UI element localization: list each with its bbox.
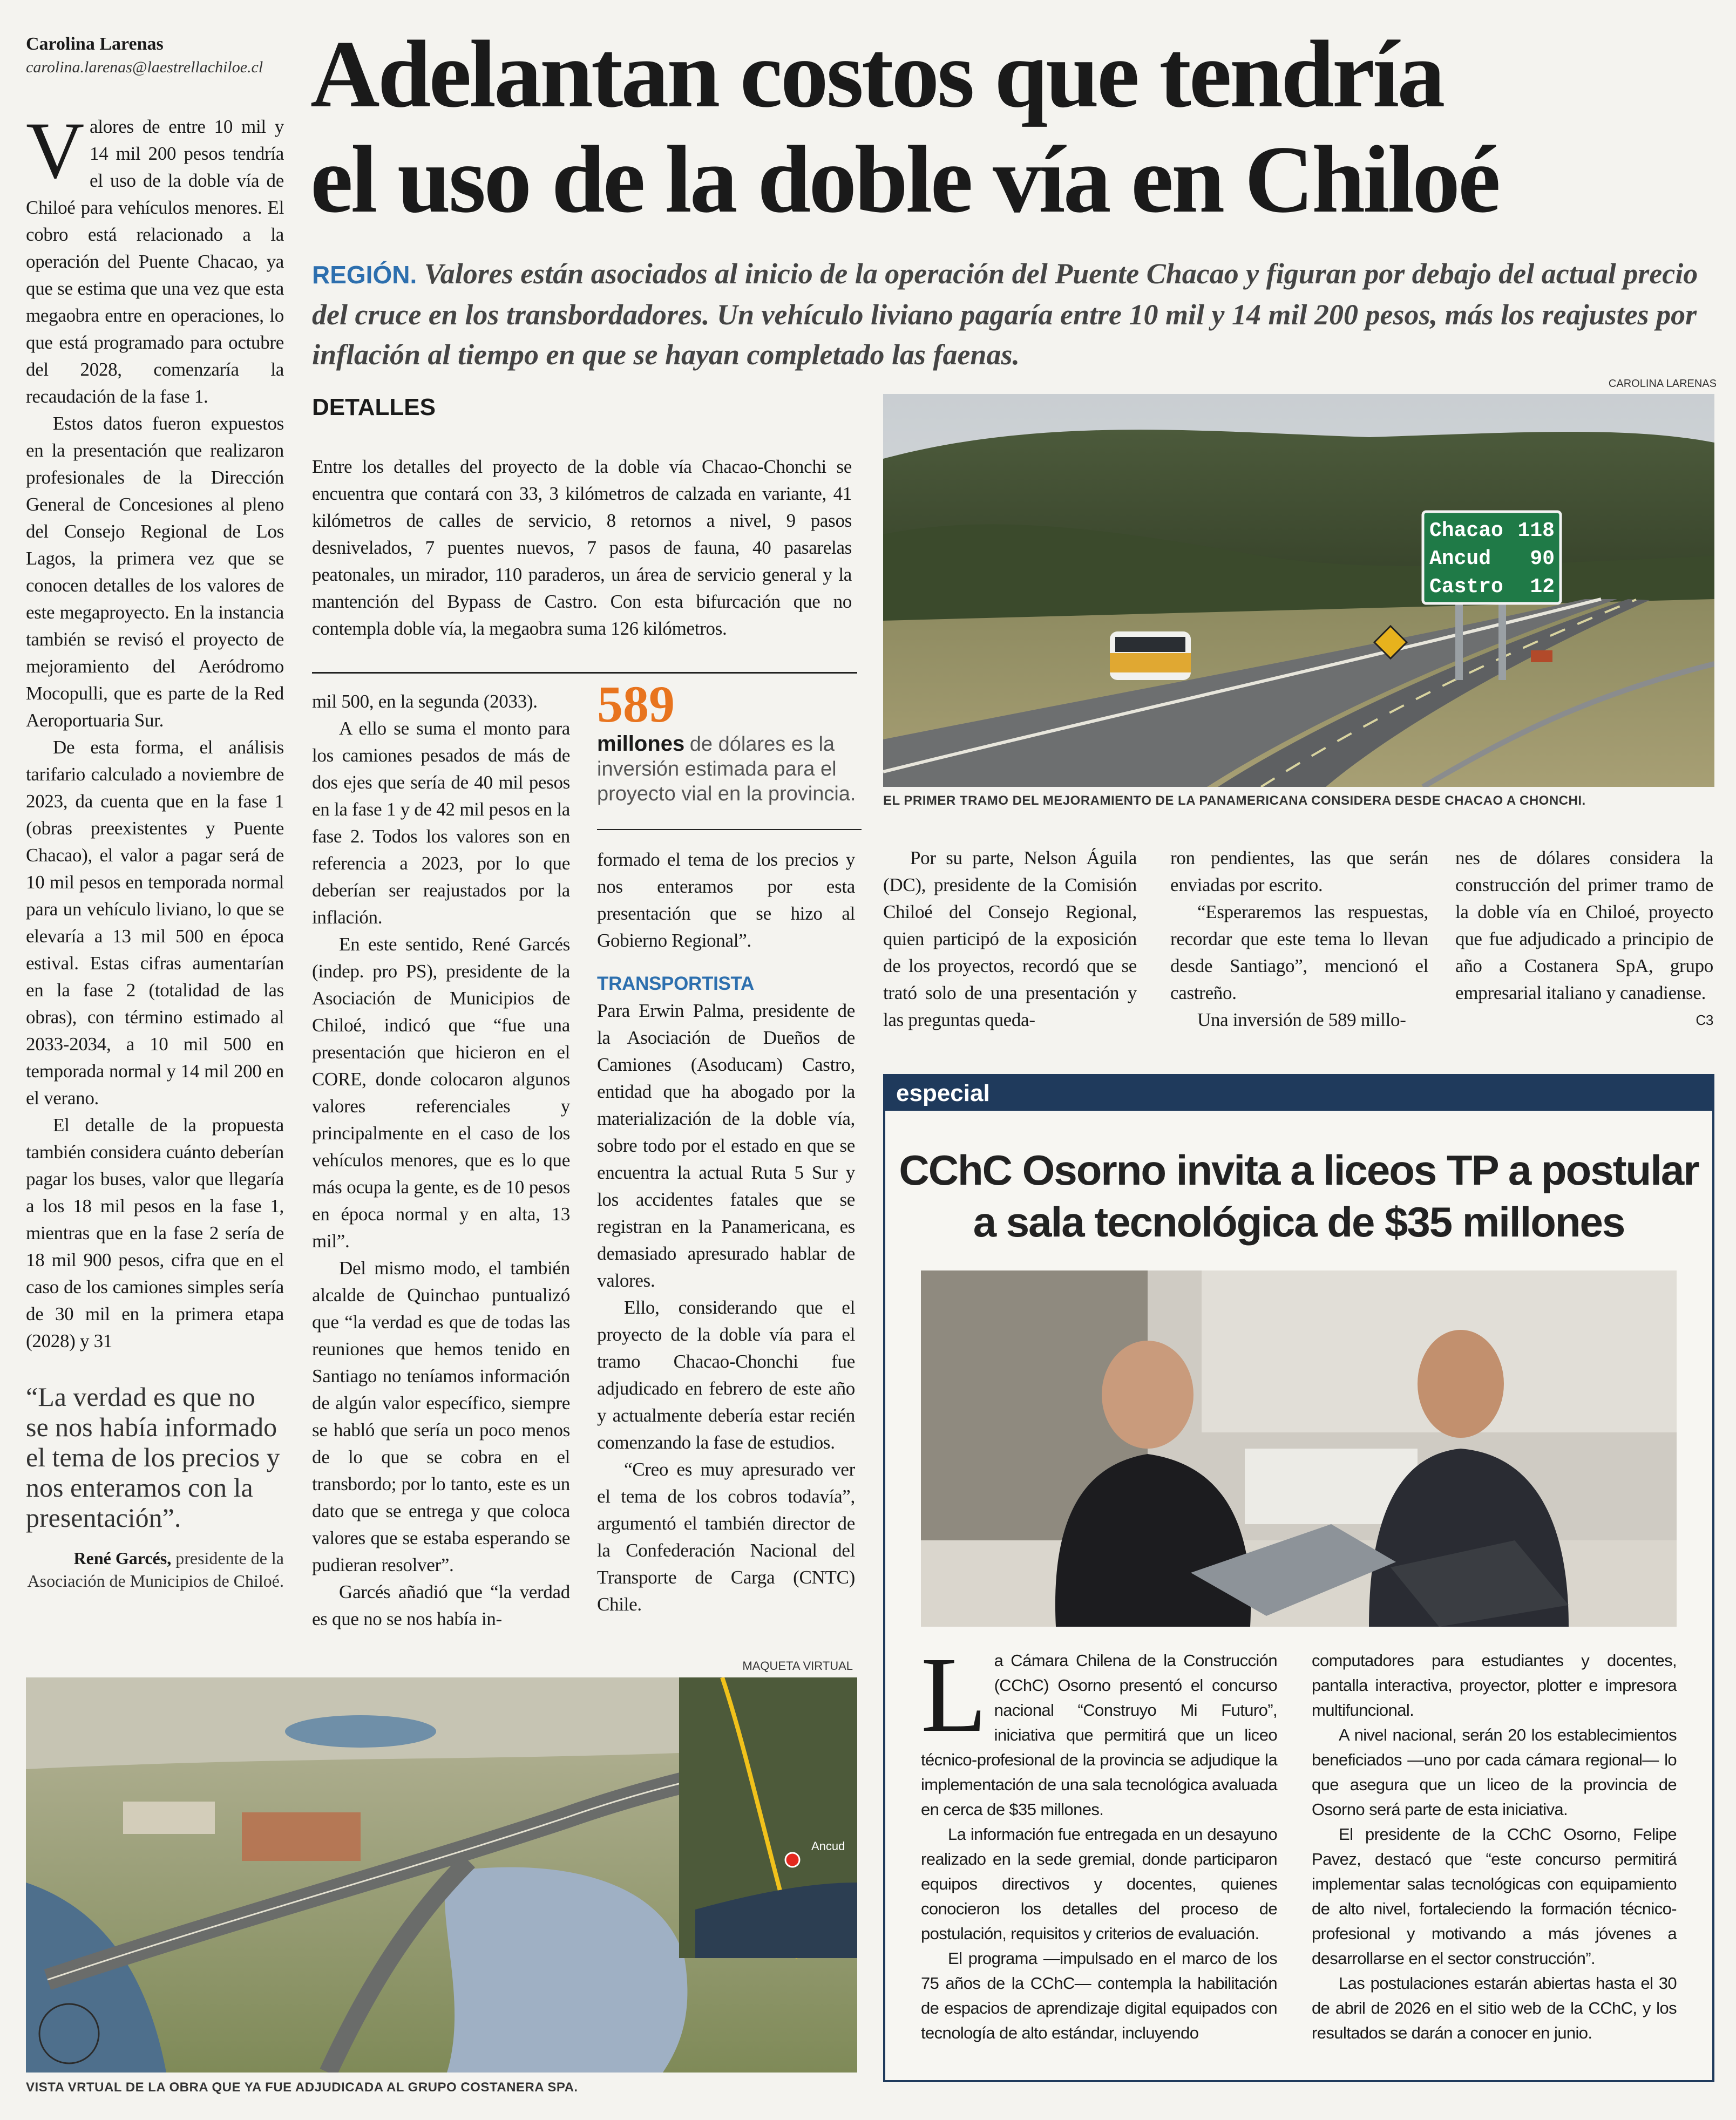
factbox bbox=[597, 677, 862, 806]
right-col-3 bbox=[1455, 845, 1713, 1034]
meeting-photo-drawing bbox=[921, 1270, 1677, 1627]
third-p3: “Creo es muy apresurado ver el tema de los cobros todavía”, argumentó el también director de la Confederación Nacional del Transporte de Carga (CNTC) Chile. bbox=[597, 1459, 855, 1615]
detalles-text: Entre los detalles del proyecto de la doble vía Chacao-Chonchi se encuentra que contará con 33, 3 kilómetros de calzada en variante, 41 kilómetros de calles de servicio, 8 retornos a nivel, 9 pasos desnivelados, 7 puentes nuevos, 7 pasos de fauna, 40 pasarelas peatonales, un mirador, 110 paraderos, un área de servicio general y la mantención del Bypass de Castro. Con esta bifurcación que no contempla doble vía, la megaobra suma 126 kilómetros. bbox=[312, 456, 852, 639]
left-column bbox=[26, 106, 284, 1355]
author-name: Carolina Larenas bbox=[26, 34, 164, 54]
maqueta-label: MAQUETA VIRTUAL bbox=[742, 1659, 853, 1673]
quote-text: “La verdad es que no se nos había informado el tema de los precios y nos enteramos con la presentación”. bbox=[26, 1382, 280, 1533]
right-col-2 bbox=[1170, 845, 1428, 1034]
middle-p2: En este sentido, René Garcés (indep. pro PS), presidente de la Asociación de Municipios de Chiloé, indicó que “fue una presentación que hicieron en el CORE, donde colocaron algunos valores referenciales y principalmente en el caso de los vehículos menores, que es lo que más ocupa la gente, es de 10 pesos en época normal y en alta, 13 mil”. bbox=[312, 934, 570, 1252]
right-col-2-c: Una inversión de 589 millo- bbox=[1197, 1009, 1406, 1030]
right-col-2-b: “Esperaremos las respuestas, recordar que este tema lo llevan desde Santiago”, mencionó el castreño. bbox=[1170, 901, 1428, 1003]
detalles-box bbox=[312, 453, 852, 642]
left-p2: Estos datos fueron expuestos en la presentación que realizaron profesionales de la Dirección General de Concesiones al pleno del Consejo Regional de Los Lagos, la primera vez que se conocen detalles de los valores de este megaproyecto. En la instancia también se revisó el proyecto de mejoramiento del Aeródromo Mocopulli, que es parte de la Red Aeroportuaria Sur. bbox=[26, 413, 284, 731]
left-p3: De esta forma, el análisis tarifario calculado a noviembre de 2023, da cuenta que en la fase 1 (obras preexistentes y Puente Chacao), el valor a pagar será de 10 mil pesos en temporada normal para un vehículo liviano, lo que se elevaría a 13 mil 500 en época estival. Estas cifras aumentarían en la fase 2 (totalidad de las obras), con término estimado al 2033-2034, a 10 mil 500 en temporada normal y 14 mil 200 en el verano. bbox=[26, 737, 284, 1109]
middle-column bbox=[312, 688, 570, 1633]
lead-text: Valores están asociados al inicio de la operación del Puente Chacao y figuran por debajo del actual precio del cruce en los transbordadores. Un vehículo liviano pagaría entre 10 mil y 14 mil 200 pesos, más los reajustes por inflación al tiempo en que se hayan completado las faenas. bbox=[312, 257, 1698, 371]
sign-row-chacao: Chacao 118 bbox=[1429, 519, 1555, 542]
especial-c2-p1: computadores para estudiantes y docentes, pantalla interactiva, proyector, plotter e impresora multifuncional. bbox=[1312, 1651, 1677, 1720]
transportista-subhead: TRANSPORTISTA bbox=[597, 973, 755, 994]
quote-role: presidente de la Asociación de Municipios de Chiloé. bbox=[27, 1548, 284, 1591]
especial-title-1: CChC Osorno invita a liceos TP a postular bbox=[899, 1146, 1699, 1194]
road-photo-caption: EL PRIMER TRAMO DEL MEJORAMIENTO DE LA PANAMERICANA CONSIDERA DESDE CHACAO A CHONCHI. bbox=[883, 793, 1586, 808]
headline-line-1: Adelantan costos que tendría bbox=[310, 21, 1443, 127]
dropcap-v: V bbox=[26, 106, 85, 195]
map-label-ancud: Ancud bbox=[811, 1839, 845, 1853]
meeting-photo bbox=[921, 1270, 1677, 1627]
detalles-divider bbox=[312, 672, 857, 674]
third-p0: formado el tema de los precios y nos enteramos por esta presentación que se hizo al Gobierno Regional”. bbox=[597, 849, 855, 951]
road-photo-drawing bbox=[883, 394, 1714, 787]
especial-title bbox=[885, 1144, 1712, 1248]
road-photo bbox=[883, 394, 1714, 787]
right-col-1-text: Por su parte, Nelson Águila (DC), presidente de la Comisión Chiloé del Consejo Regional, quien participó de la exposición de los proyectos, recordó que se trató solo de una presentación y las preguntas queda- bbox=[883, 847, 1137, 1030]
right-col-1 bbox=[883, 845, 1137, 1034]
dropcap-l: L bbox=[921, 1635, 987, 1755]
maqueta-caption: VISTA VRTUAL DE LA OBRA QUE YA FUE ADJUDICADA AL GRUPO COSTANERA SPA. bbox=[26, 2080, 578, 2095]
headline bbox=[310, 22, 1725, 232]
quote-author: René Garcés, bbox=[73, 1548, 172, 1568]
author-email[interactable]: carolina.larenas@laestrellachiloe.cl bbox=[26, 58, 263, 76]
middle-p4: Garcés añadió que “la verdad es que no se nos había in- bbox=[312, 1581, 570, 1629]
lead-tag: REGIÓN. bbox=[312, 261, 417, 289]
especial-c1-p3: El programa —impulsado en el marco de los 75 años de la CChC— contempla la habilitación de espacios de aprendizaje digital equipados con tecnología de alto estándar, incluyendo bbox=[921, 1949, 1277, 2042]
third-p1: Para Erwin Palma, presidente de la Asociación de Dueños de Camiones (Asoducam) Castro, entidad que ha abogado por la materialización de la doble vía, sobre todo por el estado en que se encuentra la actual Ruta 5 Sur y los accidentes fatales que se registran en la Panamericana, es demasiado apresurado hablar de valores. bbox=[597, 1000, 855, 1291]
third-column bbox=[597, 846, 855, 1618]
end-mark: C3 bbox=[1696, 1012, 1713, 1028]
middle-p3: Del mismo modo, el también alcalde de Quinchao puntualizó que “la verdad es que de todas las reuniones que hemos tenido en Santiago no teníamos información de algún valor específico, siempre se habló que sería un poco menos de lo que se cobra en el transbordo; por lo tanto, este es un dato que se entrega y que coloca valores que se estaba esperando se pudieran resolver”. bbox=[312, 1258, 570, 1575]
especial-tag: especial bbox=[896, 1080, 990, 1106]
headline-line-2: el uso de la doble vía en Chiloé bbox=[310, 126, 1499, 233]
sign-row-castro: Castro 12 bbox=[1429, 575, 1555, 599]
especial-col-2 bbox=[1312, 1648, 1677, 2046]
factbox-number: 589 bbox=[597, 675, 675, 733]
factbox-rest: de dólares es la inversión estimada para el proyecto vial en la provincia. bbox=[597, 733, 856, 805]
maqueta-drawing bbox=[26, 1677, 857, 2073]
photo-credit: CAROLINA LARENAS bbox=[1608, 378, 1717, 390]
factbox-divider bbox=[597, 829, 862, 830]
third-p2: Ello, considerando que el proyecto de la doble vía para el tramo Chacao-Chonchi fue adjudicado en febrero de este año y actualmente debería estar recién comenzando la fase de estudios. bbox=[597, 1297, 855, 1453]
right-col-3-text: nes de dólares considera la construcción del primer tramo de la doble vía en Chiloé, proyecto que fue adjudicado a principio de año a Costanera SpA, grupo empresarial italiano y canadiense. C3 bbox=[1455, 845, 1713, 1007]
especial-c2-p3: El presidente de la CChC Osorno, Felipe Pavez, destacó que “este concurso permitirá implementar salas tecnológicas con equipamiento de alto nivel, fortaleciendo la formación técnico-profesional y motivando a más jóvenes a desarrollarse en el sector construcción”. bbox=[1312, 1825, 1677, 1968]
maqueta-image bbox=[26, 1677, 857, 2073]
right-col-2-a: ron pendientes, las que serán enviadas por escrito. bbox=[1170, 847, 1428, 895]
byline bbox=[26, 32, 307, 79]
especial-title-2: a sala tecnológica de $35 millones bbox=[973, 1198, 1625, 1246]
left-p4: El detalle de la propuesta también considera cuánto deberían pagar los buses, valor que llegaría a los 18 mil pesos en la fase 1, mientras que en la fase 2 sería de 18 mil 900 pesos, cifra que en el caso de los camiones simples sería de 30 mil en la primera etapa (2028) y 31 bbox=[26, 1115, 284, 1351]
especial-c1-p1: La Cámara Chilena de la Construcción (CChC) Osorno presentó el concurso nacional “Construyo Mi Futuro”, iniciativa que permitirá que un liceo técnico-profesional de la provincia se adjudique la implementación de una sala tecnológica avaluada en cerca de $35 millones. bbox=[921, 1635, 1277, 1819]
especial-bar bbox=[885, 1076, 1712, 1111]
especial-box bbox=[883, 1074, 1714, 2082]
middle-p0: mil 500, en la segunda (2033). bbox=[312, 691, 538, 712]
detalles-title: DETALLES bbox=[312, 394, 436, 420]
factbox-bold: millones bbox=[597, 732, 685, 756]
middle-p1: A ello se suma el monto para los camiones pesados de más de dos ejes que sería de 40 mil pesos en la fase 1 y de 42 mil pesos en la fase 2. Todos los valores son en referencia a 2023, por lo que deberían ser reajustados por la inflación. bbox=[312, 718, 570, 928]
pull-quote bbox=[26, 1382, 284, 1592]
sign-row-ancud: Ancud 90 bbox=[1429, 547, 1555, 570]
road-sign bbox=[1429, 517, 1555, 601]
especial-col-1 bbox=[921, 1635, 1277, 2046]
lead-paragraph bbox=[312, 254, 1710, 375]
especial-c2-p2: A nivel nacional, serán 20 los establecimientos beneficiados —uno por cada cámara regional— lo que asegura que un liceo de la provincia de Osorno será parte de esta iniciativa. bbox=[1312, 1725, 1677, 1819]
especial-c1-p2: La información fue entregada en un desayuno realizado en la sede gremial, donde participaron equipos directivos y docentes, quienes conocieron los detalles del proceso de postulación, requisitos y criterios de evaluación. bbox=[921, 1825, 1277, 1943]
especial-c2-p4: Las postulaciones estarán abiertas hasta el 30 de abril de 2026 en el sitio web de la CChC, y los resultados se darán a conocer en junio. bbox=[1312, 1974, 1677, 2042]
left-p1: Valores de entre 10 mil y 14 mil 200 pesos tendría el uso de la doble vía de Chiloé para vehículos menores. El cobro está relacionado a la operación del Puente Chacao, ya que se estima que una vez que esta megaobra entre en operaciones, lo que está programado para octubre del 2028, comenzaría la recaudación de la fase 1. bbox=[26, 106, 284, 407]
